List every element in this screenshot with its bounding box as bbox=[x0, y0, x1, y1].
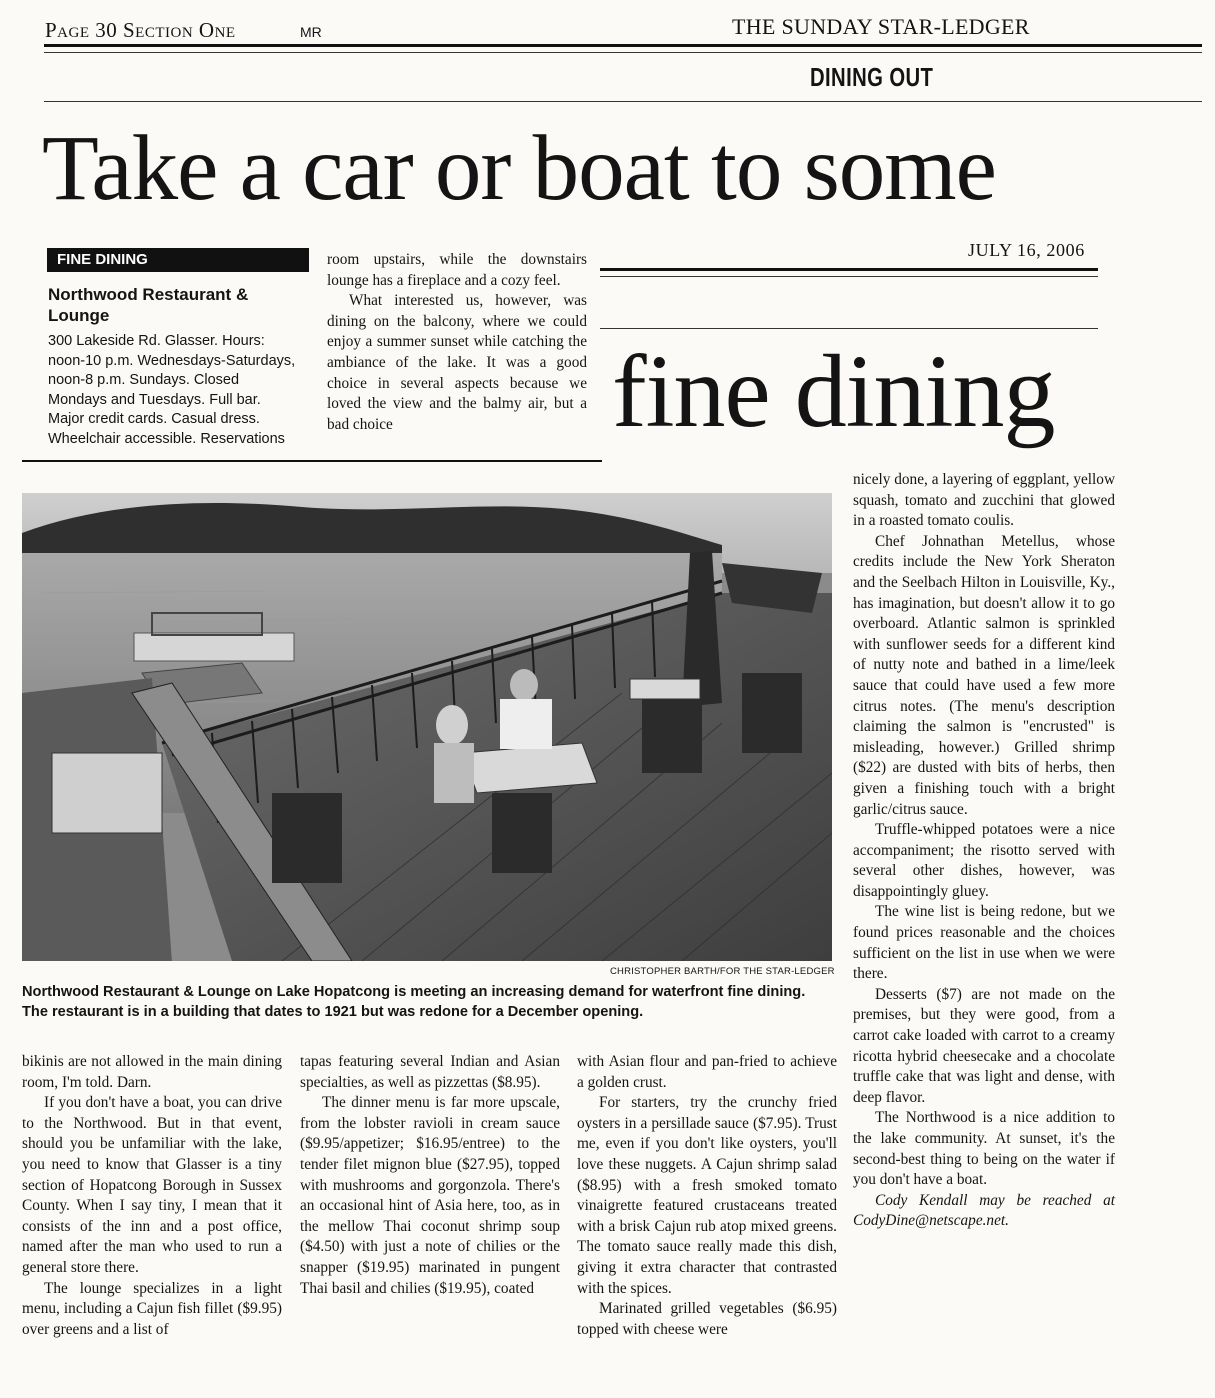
masthead-rule-thin bbox=[44, 52, 1202, 53]
paragraph: tapas featuring several Indian and Asian specialties, as well as pizzettas ($8.95). bbox=[300, 1053, 560, 1091]
balcony-scene-image bbox=[22, 493, 832, 961]
paragraph: The wine list is being redone, but we found prices reasonable and the choices sufficient on the list in use when we were there. bbox=[853, 903, 1115, 983]
section-rule bbox=[44, 101, 1202, 102]
paragraph: Chef Johnathan Metellus, whose credits include the New York Sheraton and the Seelbach Hilton in Louisville, Ky., has imagination, but doesn't allow it to go overboard. Atlantic salmon is sprinkled with sunflower seeds for a different kind of nutty note and bathed in a lime/leek sauce that could have used a few more citrus notes. (The menu's description claiming the salmon is "encrusted" is misleading, however.) Grilled shrimp ($22) are dusted with bits of herbs, then given a finishing touch with a bright garlic/citrus sauce. bbox=[853, 532, 1115, 818]
upper-column bbox=[327, 250, 587, 458]
section-title: DINING OUT bbox=[810, 62, 934, 92]
headline-line-2: fine dining bbox=[612, 334, 1055, 449]
paragraph: room upstairs, while the downstairs lounge has a fireplace and a cozy feel. bbox=[327, 251, 587, 289]
paragraph: For starters, try the crunchy fried oysters in a persillade sauce ($7.95). Trust me, even if you don't like oysters, you'll love these nuggets. A Cajun shrimp salad ($8.95) with a fresh smoked tomato vinaigrette featured crustaceans treated with a brisk Cajun rub atop mixed greens. The tomato sauce really made this dish, giving it extra character that contrasted with the spices. bbox=[577, 1094, 837, 1297]
paragraph: The lounge specializes in a light menu, including a Cajun fish fillet ($9.95) over greens and a list of bbox=[22, 1279, 282, 1338]
photo-credit: CHRISTOPHER BARTH/FOR THE STAR-LEDGER bbox=[610, 966, 835, 977]
paragraph: Desserts ($7) are not made on the premises, but they were good, from a carrot cake loaded with carrot to a creamy ricotta hybrid cheesecake and a chocolate truffle cake that was light and dense, with deep flavor. bbox=[853, 985, 1115, 1106]
paragraph: Truffle-whipped potatoes were a nice accompaniment; the risotto served with several other dishes, however, was disappointingly gluey. bbox=[853, 821, 1115, 900]
restaurant-details: 300 Lakeside Rd. Glasser. Hours: noon-10 p.m. Wednesdays-Saturdays, noon-8 p.m. Sundays. Closed Mondays and Tuesdays. Full bar. Major credit cards. Casual dress. Wheelchair accessible. Reservations bbox=[48, 333, 296, 447]
masthead-rule bbox=[44, 44, 1202, 47]
infobox-label: FINE DINING bbox=[47, 248, 309, 272]
headline-rule bbox=[600, 328, 1098, 329]
paragraph: nicely done, a layering of eggplant, yellow squash, tomato and zucchini that glowed in a roasted tomato coulis. bbox=[853, 471, 1115, 530]
date-rule bbox=[600, 268, 1098, 271]
infobox-rule bbox=[22, 460, 602, 462]
bottom-column-2 bbox=[300, 1052, 560, 1299]
paragraph: bikinis are not allowed in the main dining room, I'm told. Darn. bbox=[22, 1053, 282, 1091]
paragraph: What interested us, however, was dining on the balcony, where we could enjoy a summer sunset while catching the ambiance of the lake. It was a good choice in several aspects because we loved the view and the balmy air, but a bad choice bbox=[327, 292, 587, 433]
date-rule-thin bbox=[600, 276, 1098, 277]
publication-date: JULY 16, 2006 bbox=[968, 240, 1085, 260]
bottom-column-1 bbox=[22, 1052, 282, 1340]
paragraph: with Asian flour and pan-fried to achieve a golden crust. bbox=[577, 1053, 837, 1091]
page-section-label: Page 30 Section One bbox=[45, 18, 236, 42]
newspaper-name: THE SUNDAY STAR-LEDGER bbox=[732, 14, 1030, 39]
bottom-column-3 bbox=[577, 1052, 837, 1340]
paragraph: If you don't have a boat, you can drive to the Northwood. But in that event, should you be unfamiliar with the lake, you need to know that Glasser is a tiny section of Hopatcong Borough in Sussex County. When I say tiny, I mean that it consists of the inn and a post office, named after the man who used to run a general store there. bbox=[22, 1094, 282, 1276]
paragraph: The Northwood is a nice addition to the lake community. At sunset, it's the second-best thing to being on the water if you don't have a boat. bbox=[853, 1109, 1115, 1189]
paragraph: The dinner menu is far more upscale, from the lobster ravioli in cream sauce ($9.95/appetizer; $16.95/entree) to the tender filet mignon blue ($27.95), topped with mushrooms and gorgonzola. There's an occasional hint of Asia here, too, as in the mellow Thai coconut shrimp soup ($4.50) with just a note of chilies or the snapper ($19.95) marinated in pungent Thai basil and chilies ($19.95), coated bbox=[300, 1094, 560, 1297]
photo-caption: Northwood Restaurant & Lounge on Lake Hopatcong is meeting an increasing demand for waterfront fine dining. The restaurant is in a building that dates to 1921 but was redone for a December opening. bbox=[22, 984, 806, 1020]
author-byline: Cody Kendall may be reached at CodyDine@netscape.net. bbox=[853, 1191, 1115, 1230]
paragraph: Marinated grilled vegetables ($6.95) topped with cheese were bbox=[577, 1300, 837, 1338]
edition-code: MR bbox=[300, 24, 322, 40]
headline-line-1: Take a car or boat to some bbox=[42, 117, 996, 220]
right-column bbox=[853, 470, 1115, 1232]
restaurant-name: Northwood Restaurant & Lounge bbox=[48, 285, 249, 325]
restaurant-photo bbox=[22, 493, 832, 961]
